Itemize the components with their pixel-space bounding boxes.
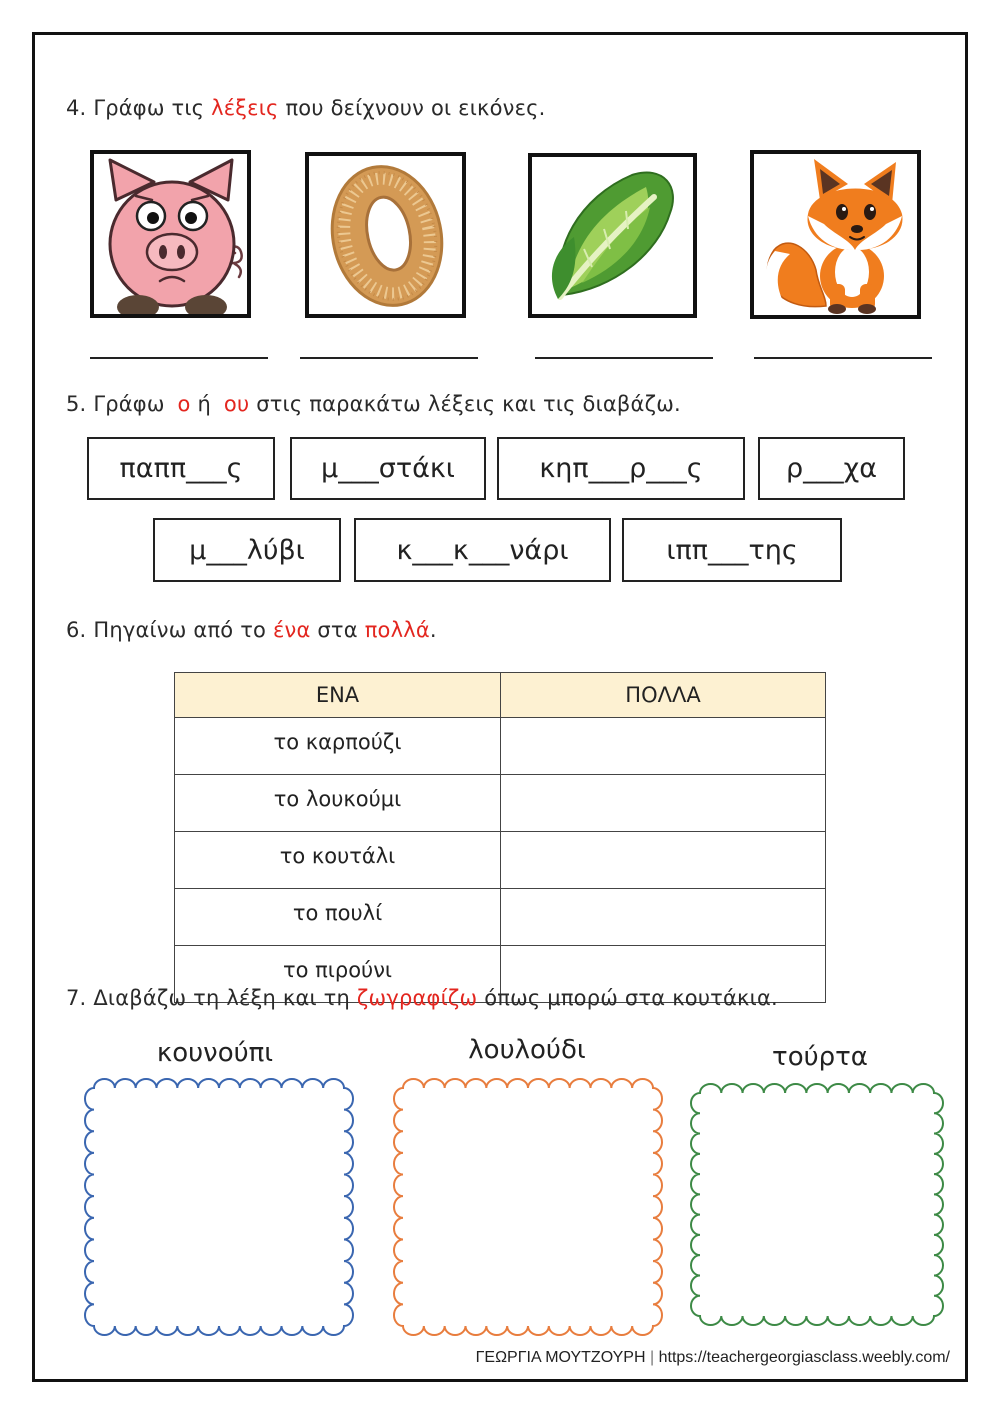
- header-singular: ΕΝΑ: [175, 673, 501, 718]
- scalloped-border: [85, 1079, 353, 1335]
- word-box[interactable]: [290, 437, 486, 500]
- instruction-text: όπως μπορώ στα κουτάκια.: [484, 986, 778, 1010]
- word-box[interactable]: [354, 518, 611, 582]
- header-plural: ΠΟΛΛΑ: [501, 673, 826, 718]
- koulouri-icon: [309, 156, 462, 314]
- singular-plural-table: [174, 672, 826, 1003]
- website-link[interactable]: https://teachergeorgiasclass.weebly.com/: [658, 1349, 950, 1366]
- footer-credit: [476, 1347, 950, 1369]
- table-row: [175, 889, 826, 946]
- exercise-5-instruction: [66, 391, 681, 417]
- word-box[interactable]: [497, 437, 745, 500]
- answer-line-lettuce[interactable]: [535, 357, 713, 359]
- highlight-word: πολλά: [364, 618, 430, 642]
- singular-cell: το κουτάλι: [175, 832, 501, 889]
- answer-line-pig[interactable]: [90, 357, 268, 359]
- instruction-text: που δείχνουν οι εικόνες.: [285, 96, 546, 120]
- answer-line-fox[interactable]: [754, 357, 932, 359]
- highlight-word: ζωγραφίζω: [356, 986, 478, 1010]
- picture-lettuce: [528, 153, 697, 318]
- exercise-7-instruction: [66, 985, 778, 1011]
- answer-line-koulouri[interactable]: [300, 357, 478, 359]
- plural-answer-cell[interactable]: [501, 832, 826, 889]
- exercise-number: 4.: [66, 96, 87, 120]
- exercise-number: 7.: [66, 986, 87, 1010]
- option-ou: ου: [223, 392, 250, 416]
- word-box[interactable]: [758, 437, 905, 500]
- picture-fox: [750, 150, 921, 319]
- plural-answer-cell[interactable]: [501, 718, 826, 775]
- instruction-text: Γράφω τις: [93, 96, 205, 120]
- draw-word-cake: τούρτα: [772, 1042, 868, 1072]
- singular-cell: το πουλί: [175, 889, 501, 946]
- fox-icon: [754, 154, 917, 315]
- scalloped-border: [691, 1084, 943, 1325]
- plural-answer-cell[interactable]: [501, 775, 826, 832]
- singular-cell: το καρπούζι: [175, 718, 501, 775]
- singular-cell: το πιρούνι: [175, 946, 501, 1003]
- exercise-6-instruction: [66, 617, 437, 643]
- word-with-blank: μ___στάκι: [321, 453, 455, 484]
- drawing-box-mosquito[interactable]: [84, 1078, 354, 1336]
- highlight-word: λέξεις: [211, 96, 279, 120]
- word-box[interactable]: [622, 518, 842, 582]
- draw-word-mosquito: κουνούπι: [156, 1038, 274, 1068]
- instruction-text: στα: [317, 618, 358, 642]
- instruction-text: στις παρακάτω λέξεις και τις διαβάζω.: [256, 392, 681, 416]
- scalloped-border: [394, 1079, 662, 1335]
- word-box[interactable]: [153, 518, 341, 582]
- lettuce-icon: [532, 157, 693, 314]
- table-row: [175, 718, 826, 775]
- exercise-4-instruction: [66, 95, 546, 121]
- word-box[interactable]: [87, 437, 275, 500]
- footer-separator: |: [649, 1349, 655, 1366]
- drawing-box-cake[interactable]: [690, 1083, 944, 1326]
- picture-koulouri: [305, 152, 466, 318]
- instruction-text: Διαβάζω τη λέξη και τη: [93, 986, 351, 1010]
- draw-word-flower: λουλούδι: [468, 1035, 586, 1065]
- word-with-blank: ρ___χα: [785, 453, 878, 484]
- singular-cell: το λουκούμι: [175, 775, 501, 832]
- instruction-text: ή: [197, 392, 211, 416]
- table-header-row: [175, 673, 826, 718]
- word-with-blank: παππ___ς: [119, 453, 243, 484]
- option-o: ο: [177, 392, 191, 416]
- picture-pig: [90, 150, 251, 318]
- word-with-blank: κ___κ___νάρι: [396, 534, 569, 566]
- exercise-number: 5.: [66, 392, 87, 416]
- pig-icon: [94, 154, 247, 314]
- author-name: ΓΕΩΡΓΙΑ ΜΟΥΤΖΟΥΡΗ: [475, 1349, 646, 1366]
- word-with-blank: κηπ___ρ___ς: [539, 453, 703, 484]
- table-row: [175, 832, 826, 889]
- instruction-text: Γράφω: [93, 392, 165, 416]
- word-with-blank: ιππ___της: [666, 534, 798, 566]
- table-row: [175, 775, 826, 832]
- word-with-blank: μ___λύβι: [189, 534, 305, 566]
- instruction-text: .: [429, 618, 437, 642]
- exercise-number: 6.: [66, 618, 87, 642]
- drawing-box-flower[interactable]: [393, 1078, 663, 1336]
- highlight-word: ένα: [273, 618, 311, 642]
- plural-answer-cell[interactable]: [501, 889, 826, 946]
- instruction-text: Πηγαίνω από το: [93, 618, 267, 642]
